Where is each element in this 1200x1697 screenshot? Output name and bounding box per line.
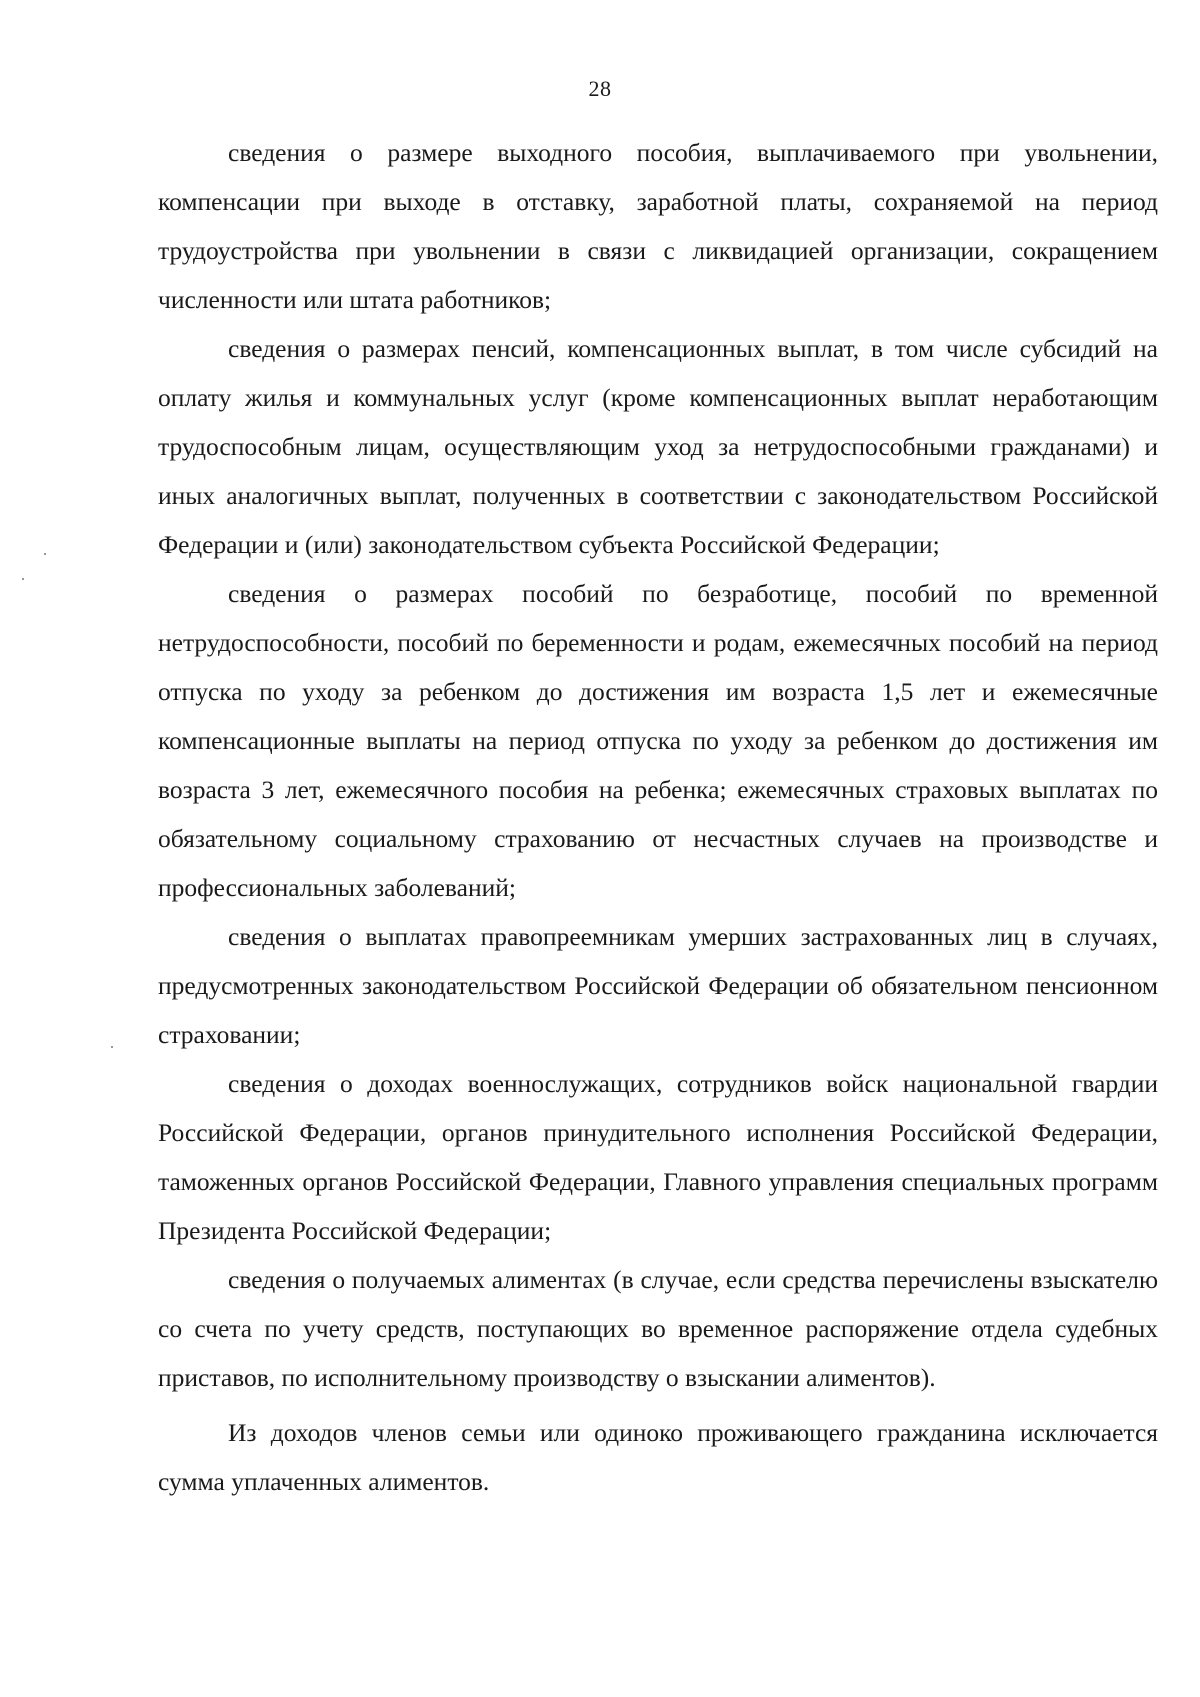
paragraph-alimony-received: сведения о получаемых алиментах (в случае, если средства перечислены взыскателю со счета по учету средств, поступающих во временное распоряжение отдела судебных приставов, по исполнительному производству о взыскании алиментов). xyxy=(158,1265,1158,1392)
scan-speck xyxy=(22,578,24,580)
page-number: 28 xyxy=(588,76,612,101)
scan-speck xyxy=(111,1046,113,1048)
paragraph-severance-pay: сведения о размере выходного пособия, выплачиваемого при увольнении, компенсации при выходе в отставку, заработной платы, сохраняемой на период трудоустройства при увольнении в связи с ликвидацией организации, сокращением численности или штата работников; xyxy=(158,138,1158,314)
scan-speck xyxy=(44,553,46,555)
document-body xyxy=(158,128,1158,1506)
paragraph-benefits: сведения о размерах пособий по безработице, пособий по временной нетрудоспособности, пособий по беременности и родам, ежемесячных пособий на период отпуска по уходу за ребенком до достижения им возраста 1,5 лет и ежемесячные компенсационные выплаты на период отпуска по уходу за ребенком до достижения им возраста 3 лет, ежемесячного пособия на ребенка; ежемесячных страховых выплатах по обязательному социальному страхованию от несчастных случаев на производстве и профессиональных заболеваний; xyxy=(158,579,1158,902)
paragraph-successor-payments: сведения о выплатах правопреемникам умерших застрахованных лиц в случаях, предусмотренных законодательством Российской Федерации об обязательном пенсионном страховании; xyxy=(158,922,1158,1049)
paragraph-military-income: сведения о доходах военнослужащих, сотрудников войск национальной гвардии Российской Федерации, органов принудительного исполнения Российской Федерации, таможенных органов Российской Федерации, Главного управления специальных программ Президента Российской Федерации; xyxy=(158,1069,1158,1245)
paragraph-alimony-excluded: Из доходов членов семьи или одиноко проживающего гражданина исключается сумма уплаченных алиментов. xyxy=(158,1418,1158,1496)
paragraph-pensions: сведения о размерах пенсий, компенсационных выплат, в том числе субсидий на оплату жилья и коммунальных услуг (кроме компенсационных выплат неработающим трудоспособным лицам, осуществляющим уход за нетрудоспособными гражданами) и иных аналогичных выплат, полученных в соответствии с законодательством Российской Федерации и (или) законодательством субъекта Российской Федерации; xyxy=(158,334,1158,559)
